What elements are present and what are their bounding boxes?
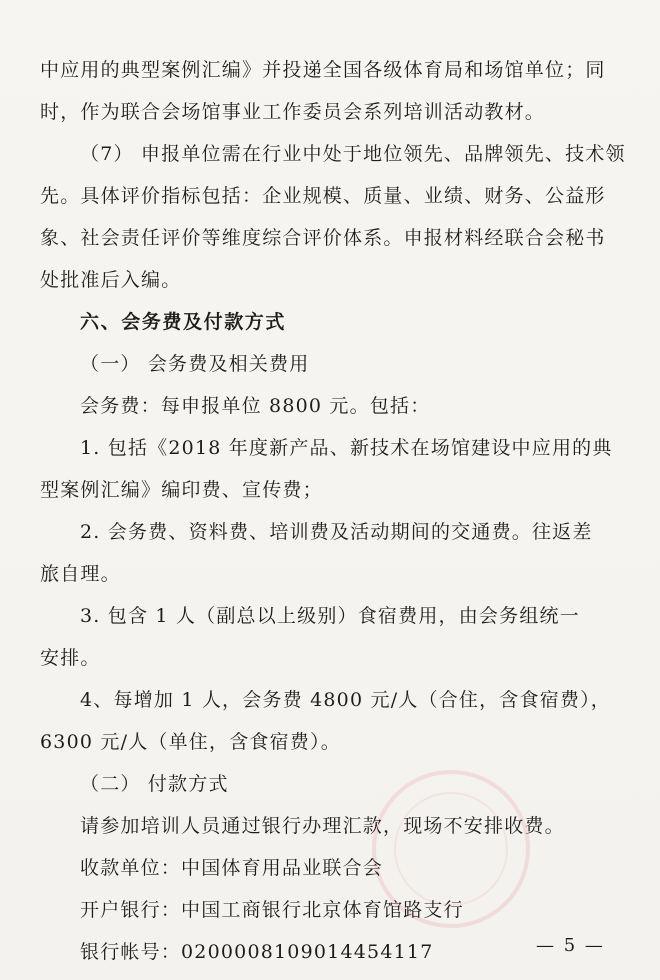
- payee-line: 收款单位：中国体育用品业联合会: [80, 857, 384, 879]
- account-line: 银行帐号：0200008109014454117: [80, 941, 434, 963]
- text-line: 6300 元/人（单住，含食宿费）。: [40, 731, 341, 753]
- bank-line: 开户银行：中国工商银行北京体育馆路支行: [80, 899, 464, 921]
- text-line: 处批准后入编。: [40, 269, 182, 291]
- section-heading: 六、会务费及付款方式: [80, 311, 287, 333]
- text-line: 会务费：每申报单位 8800 元。包括：: [80, 395, 431, 417]
- text-line: 3. 包含 1 人（副总以上级别）食宿费用，由会务组统一: [80, 605, 580, 627]
- page-number: — 5 —: [536, 935, 605, 956]
- text-line: 旅自理。: [40, 563, 121, 585]
- subsection-heading: （一） 会务费及相关费用: [80, 353, 310, 375]
- text-line: 先。具体评价指标包括：企业规模、质量、业绩、财务、公益形: [40, 185, 606, 207]
- text-line: 4、每增加 1 人，会务费 4800 元/人（合住，含食宿费），: [80, 689, 611, 711]
- text-line: 型案例汇编》编印费、宣传费；: [40, 479, 323, 501]
- text-line: 1. 包括《2018 年度新产品、新技术在场馆建设中应用的典: [80, 437, 613, 459]
- text-line: 2. 会务费、资料费、培训费及活动期间的交通费。往返差: [80, 521, 593, 543]
- text-line: （7） 申报单位需在行业中处于地位领先、品牌领先、技术领: [80, 143, 626, 165]
- text-line: 象、社会责任评价等维度综合评价体系。申报材料经联合会秘书: [40, 227, 606, 249]
- text-line: 请参加培训人员通过银行办理汇款，现场不安排收费。: [80, 815, 565, 837]
- text-line: 中应用的典型案例汇编》并投递全国各级体育局和场馆单位；同: [40, 59, 606, 81]
- text-line: 安排。: [40, 647, 101, 669]
- text-line: 时，作为联合会场馆事业工作委员会系列培训活动教材。: [40, 101, 546, 123]
- subsection-heading: （二） 付款方式: [80, 773, 229, 795]
